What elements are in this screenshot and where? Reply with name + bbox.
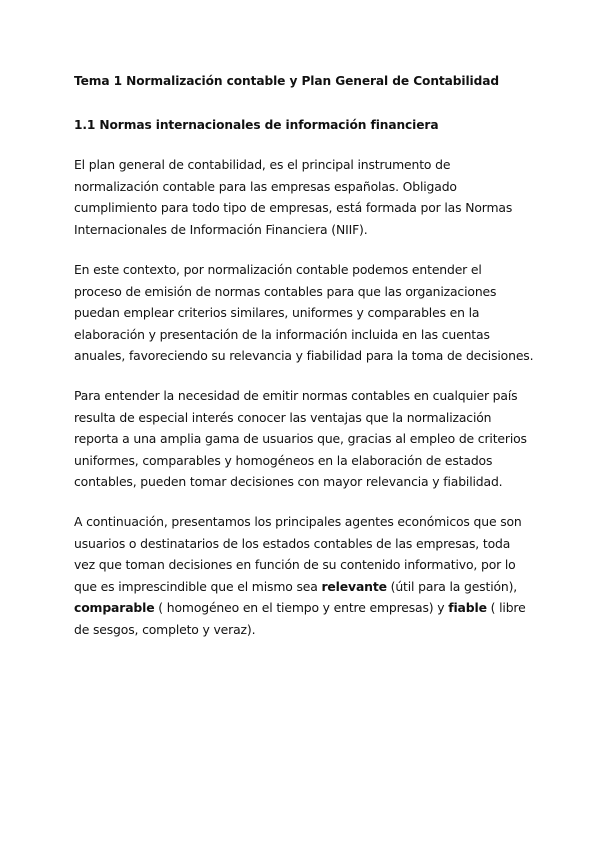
section-heading: 1.1 Normas internacionales de información financiera [74,118,439,132]
paragraph-line: contables, pueden tomar decisiones con mayor relevancia y fiabilidad. [74,474,503,489]
paragraph-4 [74,511,526,640]
bold-term-relevante: relevante [321,578,387,594]
paragraph-text: (útil para la gestión), [386,578,518,594]
paragraph-line [74,597,526,619]
paragraph-text: que es imprescindible que el mismo sea [74,578,322,594]
document-title: Tema 1 Normalización contable y Plan General de Contabilidad [74,74,499,88]
paragraph-2 [74,259,534,367]
paragraph-1 [74,154,526,240]
paragraph-line: normalización contable para las empresas españolas. Obligado [74,178,457,194]
paragraph-line: resulta de especial interés conocer las ventajas que la normalización [74,409,492,425]
paragraph-line: elaboración y presentación de la información incluida en las cuentas [74,326,490,342]
paragraph-line: A continuación, presentamos los principales agentes económicos que son [74,514,522,529]
paragraph-line: Internacionales de Información Financiera (NIIF). [74,221,368,237]
paragraph-line: usuarios o destinatarios de los estados contables de las empresas, toda [74,535,511,551]
bold-term-fiable: fiable [448,600,487,615]
paragraph-line: En este contexto, por normalización contable podemos entender el [74,262,482,277]
paragraph-line: proceso de emisión de normas contables para que las organizaciones [74,283,497,299]
paragraph-line: reporta a una amplia gama de usuarios que, gracias al empleo de criterios [74,431,527,446]
paragraph-line: El plan general de contabilidad, es el principal instrumento de [74,157,451,172]
paragraph-line: anuales, favoreciendo su relevancia y fiabilidad para la toma de decisiones. [74,348,534,363]
paragraph-line: de sesgos, completo y veraz). [74,621,256,637]
paragraph-3 [74,385,526,493]
paragraph-line: puedan emplear criterios similares, uniformes y comparables en la [74,305,480,320]
paragraph-line: cumplimiento para todo tipo de empresas, está formada por las Normas [74,200,513,215]
paragraph-text: ( libre [486,600,526,615]
paragraph-line: vez que toman decisiones en función de su contenido informativo, por lo [74,557,516,572]
paragraph-line: Para entender la necesidad de emitir normas contables en cualquier país [74,388,518,403]
paragraph-line [74,576,526,598]
paragraph-line: uniformes, comparables y homogéneos en la elaboración de estados [74,452,493,468]
bold-term-comparable: comparable [74,600,155,615]
paragraph-text: ( homogéneo en el tiempo y entre empresas) y [154,600,449,615]
